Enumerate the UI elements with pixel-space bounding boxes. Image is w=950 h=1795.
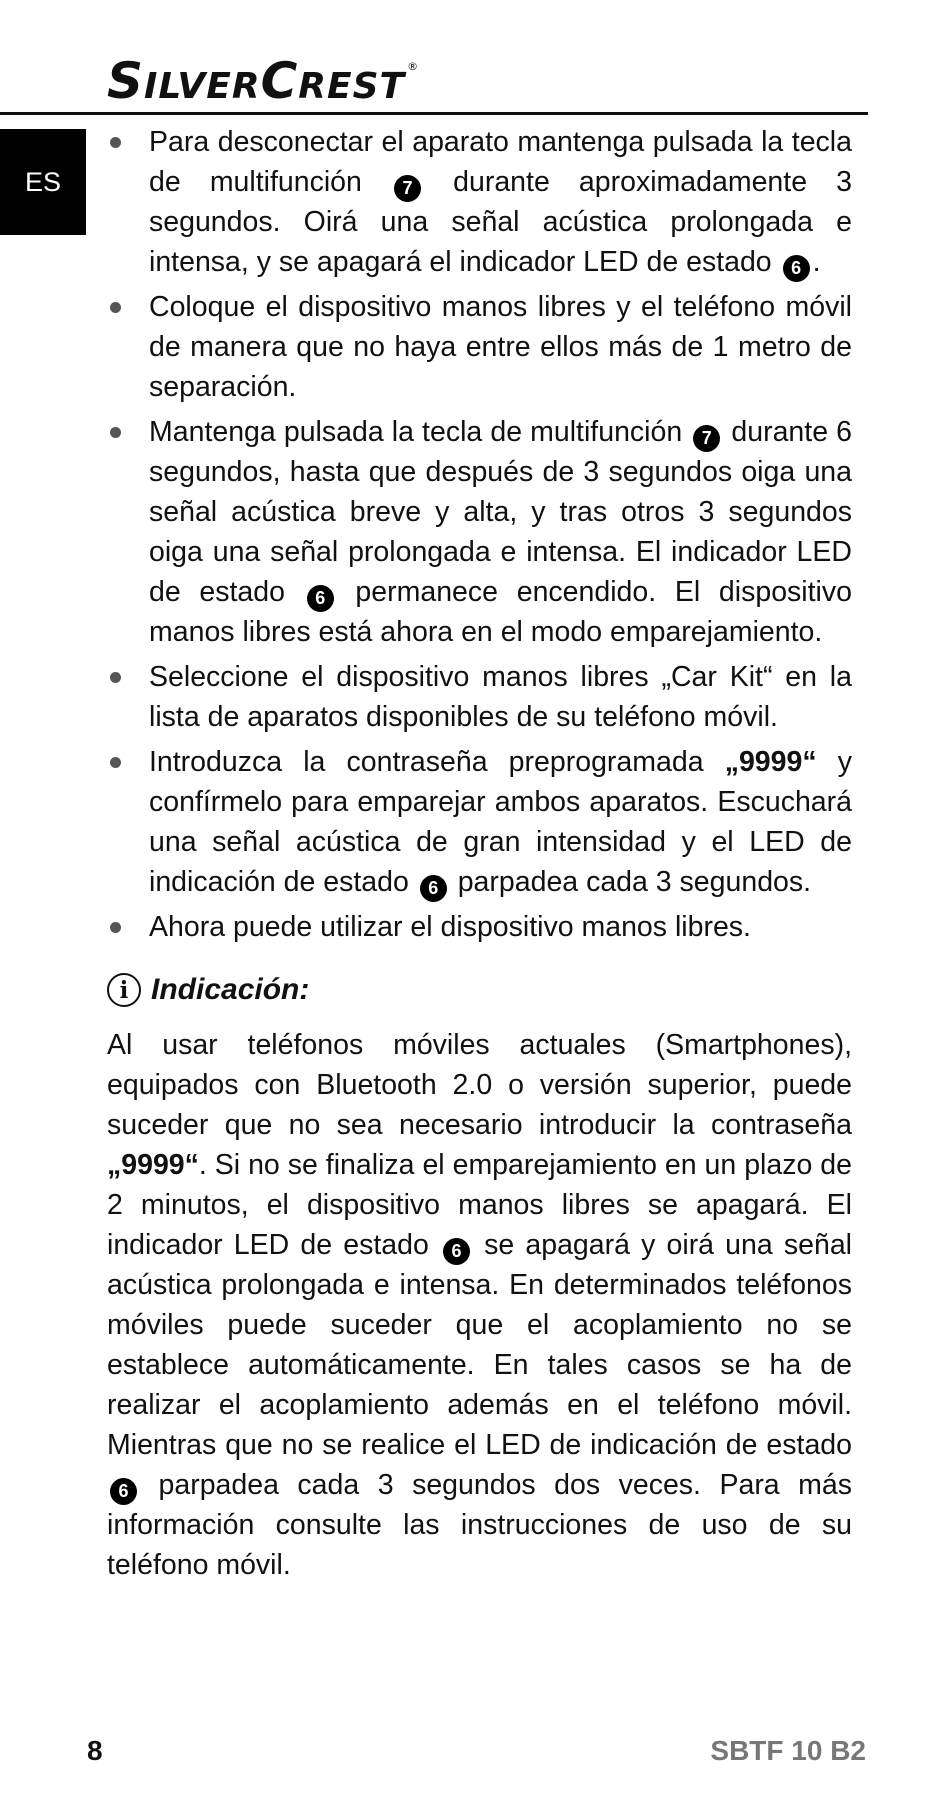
note-text: se apagará y oirá una señal acústica prolongada e intensa. En determinados teléfonos móviles puede suceder que el acoplamiento no se establece automáticamente. En tales casos se ha de realizar el acoplamiento además en el teléfono móvil. Mientras que no se realice el LED de indicación de estado	[107, 1229, 853, 1461]
item-text: Para desconectar el aparato mantenga pulsada la tecla de multifunción	[149, 126, 852, 198]
logo-letter: C	[260, 52, 299, 110]
number-6-icon: 6	[307, 585, 334, 612]
list-item	[107, 657, 852, 737]
item-text: .	[812, 246, 821, 278]
item-text: Seleccione el dispositivo manos libres „Car Kit“ en la lista de aparatos disponibles de su teléfono móvil.	[149, 661, 852, 733]
item-text: Introduzca la contraseña preprogramada	[149, 746, 704, 778]
note-text: Al usar teléfonos móviles actuales (Smartphones), equipados con Bluetooth 2.0 o versión superior, puede suceder que no sea necesario introducir la contraseña	[107, 1029, 852, 1141]
bullet-icon	[110, 427, 121, 438]
note-text: parpadea cada 3 segundos dos veces. Para más información consulte las instrucciones de uso de su teléfono móvil.	[107, 1469, 852, 1581]
note-heading	[107, 967, 852, 1013]
item-text: Mantenga pulsada la tecla de multifunción	[149, 416, 683, 448]
logo-letters: REST	[298, 66, 406, 107]
list-item	[107, 742, 852, 902]
logo-letter: S	[107, 52, 145, 110]
note-text: . Si no se finaliza el emparejamiento en un plazo de 2 minutos, el dispositivo manos libres se apagará. El indicador LED de estado	[107, 1149, 852, 1261]
bullet-icon	[110, 672, 121, 683]
header-rule	[0, 112, 868, 115]
number-6-icon: 6	[443, 1238, 470, 1265]
note-paragraph	[107, 1025, 852, 1585]
list-item	[107, 907, 852, 947]
item-text: Coloque el dispositivo manos libres y el teléfono móvil de manera que no haya entre ellos más de 1 metro de separación.	[149, 291, 852, 403]
logo-letters: ILVER	[144, 66, 261, 107]
item-text: parpadea cada 3 segundos.	[457, 866, 812, 898]
number-7-icon: 7	[394, 175, 421, 202]
registered-mark: ®	[407, 60, 420, 73]
list-item	[107, 122, 852, 282]
list-item	[107, 287, 852, 407]
bullet-icon	[110, 302, 121, 313]
item-text: y confírmelo para emparejar ambos aparatos. Escuchará una señal acústica de gran intensidad y el LED de indicación de estado	[149, 746, 852, 898]
passcode: „9999“	[724, 746, 817, 778]
model-number: SBTF 10 B2	[710, 1735, 866, 1766]
silvercrest-logo	[107, 52, 419, 110]
item-text: durante 6 segundos, hasta que después de 3 segundos oiga una señal acústica breve y alta, y tras otros 3 segundos oiga una señal prolongada e intensa. El indicador LED de estado	[149, 416, 852, 608]
number-6-icon: 6	[110, 1478, 137, 1505]
page-number: 8	[87, 1735, 103, 1766]
item-text: durante aproximadamente 3 segundos. Oirá una señal acústica prolongada e intensa, y se apagará el indicador LED de estado	[149, 166, 853, 278]
list-item	[107, 412, 852, 652]
bullet-icon	[110, 922, 121, 933]
number-6-icon: 6	[420, 875, 447, 902]
number-6-icon: 6	[783, 255, 810, 282]
passcode: „9999“	[107, 1149, 199, 1181]
bullet-icon	[110, 137, 121, 148]
instruction-list	[107, 122, 852, 947]
note-title: Indicación:	[151, 973, 310, 1006]
language-tab: ES	[0, 129, 86, 235]
page-content	[107, 122, 852, 1585]
info-icon: i	[107, 973, 141, 1007]
bullet-icon	[110, 757, 121, 768]
item-text: permanece encendido. El dispositivo manos libres está ahora en el modo emparejamiento.	[149, 576, 852, 648]
number-7-icon: 7	[693, 425, 720, 452]
item-text: Ahora puede utilizar el dispositivo manos libres.	[149, 911, 751, 943]
